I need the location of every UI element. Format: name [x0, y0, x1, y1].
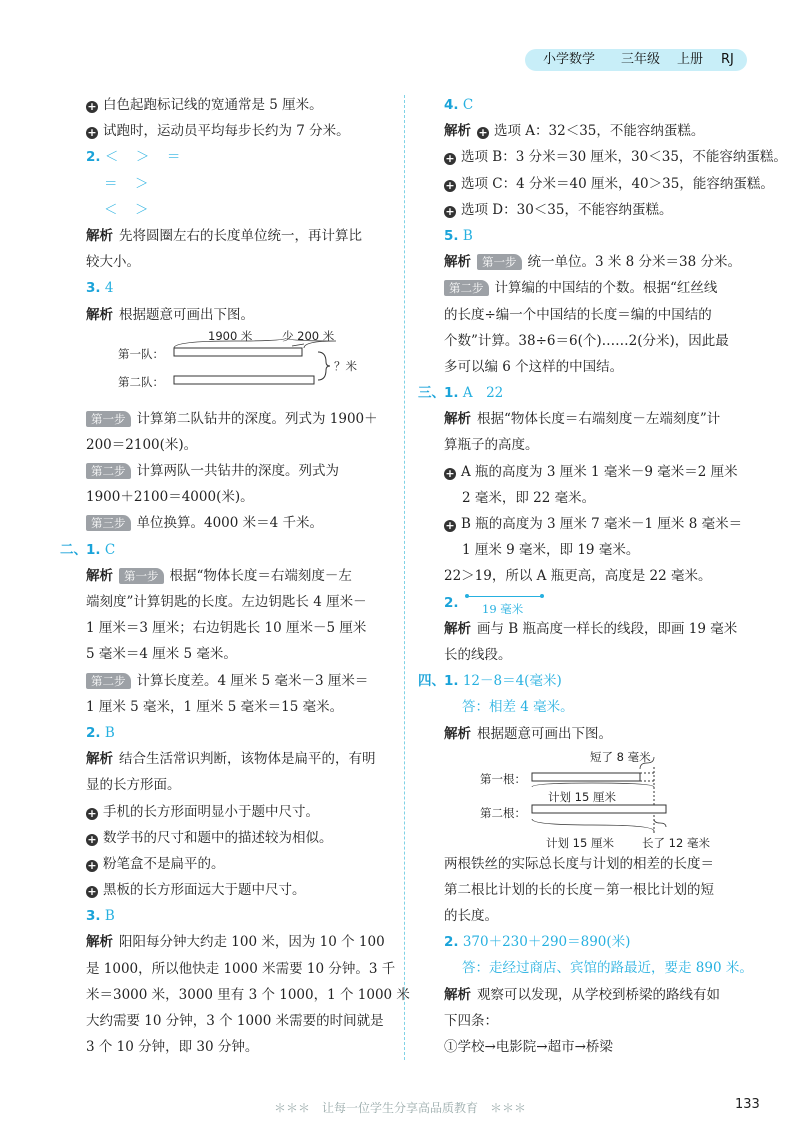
list-item: + 数学书的尺寸和题中的描述较为相似。 — [87, 829, 333, 846]
analysis-line: 解析 根据题意可画出下图。 — [86, 306, 254, 323]
section-label: 四、 — [418, 673, 445, 690]
plus-bullet-icon: + — [445, 466, 455, 480]
analysis-line: 解析 先将圆圈左右的长度单位统一，再计算比 — [86, 227, 362, 244]
less-label: 少 200 米 — [282, 328, 335, 343]
page-number: 133 — [735, 1097, 760, 1112]
section-label: 三、 — [418, 385, 445, 402]
step-line: 第一步 计算第二队钻井的深度。列式为 1900＋ — [86, 406, 390, 432]
analysis-line: 个数”计算。38÷6＝6(个)……2(分米)，因此最 — [444, 332, 729, 349]
analysis-line: 5 毫米＝4 厘米 5 毫米。 — [86, 646, 237, 663]
analysis-line: 显的长方形面。 — [86, 777, 181, 794]
list-item: + B 瓶的高度为 3 厘米 7 毫米－1 厘米 8 毫米＝ — [445, 516, 743, 532]
plus-bullet-icon: + — [445, 152, 455, 166]
analysis-line: 第二根比计划的长的长度－第一根比计划的短 — [444, 881, 714, 898]
s2q1-heading: 二、 1. C — [86, 537, 390, 563]
q2-row2: ＝ ＞ — [104, 175, 151, 192]
analysis-line: 端刻度”计算钥匙的长度。左边钥匙长 4 厘米－ — [86, 594, 367, 610]
analysis-line: 3 个 10 分钟，即 30 分钟。 — [86, 1039, 259, 1056]
analysis-line: 解析 观察可以发现，从学校到桥梁的路线有如 — [444, 986, 720, 1003]
team1-label: 第一队： — [118, 346, 164, 361]
step-line: 第三步 单位换算。4000 米＝4 千米。 — [86, 510, 390, 536]
q5-heading: 5. B — [444, 227, 473, 244]
analysis-line: ①学校→电影院→超市→桥梁 — [444, 1039, 613, 1055]
s3q2-heading: 2. 19 毫米 — [444, 590, 758, 616]
segment-diagram-drill — [86, 328, 390, 406]
analysis-line: 解析 阳阳每分钟大约走 100 米，因为 10 个 100 — [86, 934, 385, 951]
analysis-line: 解析 第一步 统一单位。3 米 8 分米＝38 分米。 — [444, 254, 742, 271]
analysis-line: 解析 结合生活常识判断，该物体是扁平的，有明 — [86, 751, 376, 768]
list-item: + 黑板的长方形面远大于题中尺寸。 — [87, 882, 306, 899]
analysis-line: 大约需要 10 分钟，3 个 1000 米需要的时间就是 — [86, 1013, 384, 1029]
list-item: + A 瓶的高度为 3 厘米 1 毫米－9 毫米＝2 厘米 — [445, 463, 738, 480]
header-badge — [525, 49, 747, 71]
analysis-line: 算瓶子的高度。 — [444, 437, 539, 454]
list-item: + 白色起跑标记线的宽通常是 5 厘米。 — [87, 97, 323, 113]
question-label: ？米 — [334, 358, 357, 373]
plus-bullet-icon: + — [87, 126, 97, 140]
plus-bullet-icon: + — [445, 519, 455, 532]
plus-bullet-icon: + — [87, 832, 97, 846]
analysis-line: 解析 画与 B 瓶高度一样长的线段，即画 19 毫米 — [444, 620, 738, 637]
team2-label: 第二队： — [118, 374, 164, 389]
segment-diagram-wire — [444, 747, 758, 851]
row2-label: 第二根： — [480, 805, 526, 820]
short-label: 短了 8 毫米 — [590, 749, 651, 764]
plus-bullet-icon: + — [478, 126, 488, 140]
s3q1-heading: 三、 1. A 22 — [444, 380, 758, 406]
q4-heading: 4. C — [444, 97, 474, 113]
s2q3-heading: 3. B — [86, 908, 115, 925]
right-column — [418, 92, 787, 1060]
analysis-line: 解析 根据题意可画出下图。 — [444, 725, 612, 742]
left-column — [60, 92, 410, 1060]
step-badge: 第一步 — [86, 411, 131, 427]
analysis-line: 22＞19，所以 A 瓶更高，高度是 22 毫米。 — [444, 568, 712, 585]
analysis-line: 米＝3000 米，3000 里有 3 个 1000，1 个 1000 米 — [86, 986, 410, 1003]
list-item: + 选项 C：4 分米＝40 厘米，40＞35，能容纳蛋糕。 — [445, 175, 774, 192]
answer-line: 答：相差 4 毫米。 — [462, 699, 574, 716]
plus-bullet-icon: + — [445, 204, 455, 218]
long-label: 长了 12 毫米 — [642, 835, 710, 850]
analysis-line: 下四条： — [444, 1012, 498, 1029]
analysis-line: 解析 第一步 根据“物体长度＝右端刻度－左 — [86, 567, 352, 584]
list-item-cont: 2 毫米，即 22 毫米。 — [462, 489, 596, 506]
s2q2-heading: 2. B — [86, 724, 115, 741]
plus-bullet-icon: + — [87, 806, 97, 820]
analysis-line: 长的线段。 — [444, 646, 512, 663]
list-item: + 选项 D：30＜35，不能容纳蛋糕。 — [445, 201, 673, 218]
analysis-line: 较大小。 — [86, 254, 140, 271]
step-badge: 第一步 — [119, 568, 164, 584]
list-item-cont: 1 厘米 9 毫米，即 19 毫米。 — [462, 542, 640, 559]
segment-diagram-wire-lines — [444, 747, 758, 851]
list-item: + 手机的长方形面明显小于题中尺寸。 — [87, 803, 319, 820]
analysis-line: 1 厘米＝3 厘米；右边钥匙长 10 厘米－5 厘米 — [86, 620, 367, 637]
step-line: 第二步 计算编的中国结的个数。根据“红丝线 — [444, 275, 758, 301]
plus-bullet-icon: + — [87, 885, 97, 899]
answer-line: 答：走经过商店、宾馆的路最近，要走 890 米。 — [462, 960, 753, 977]
list-item: + 试跑时，运动员平均每步长约为 7 分米。 — [87, 123, 350, 140]
header-subject: 小学数学 — [543, 52, 596, 67]
analysis-line: 多可以编 6 个这样的中国结。 — [444, 358, 624, 375]
step-badge: 第三步 — [86, 515, 131, 531]
step-badge: 第二步 — [86, 673, 131, 689]
segment-endpoint — [465, 594, 469, 598]
list-item: + 粉笔盒不是扁平的。 — [87, 855, 225, 872]
column-divider — [404, 95, 405, 1060]
plus-bullet-icon: + — [87, 100, 97, 113]
step-line: 1900＋2100＝4000(米)。 — [86, 489, 254, 506]
plus-bullet-icon: + — [87, 858, 97, 872]
plan-label: 计划 15 厘米 — [548, 789, 616, 804]
length-label: 1900 米 — [208, 328, 253, 343]
plus-bullet-icon: + — [445, 178, 455, 192]
header-edition: RJ — [721, 52, 734, 67]
step-badge: 第二步 — [444, 280, 489, 296]
footer-slogan: ＊＊＊ 让每一位学生分享高品质教育 ＊＊＊ — [273, 1101, 526, 1115]
analysis-line: 是 1000，所以他快走 1000 米需要 10 分钟。3 千 — [86, 960, 396, 977]
segment-label: 19 毫米 — [482, 601, 524, 616]
analysis-line: 的长度。 — [444, 908, 498, 925]
step-line: 第二步 计算两队一共钻井的深度。列式为 — [86, 458, 390, 484]
step-badge: 第二步 — [86, 463, 131, 479]
step-line: 200＝2100(米)。 — [86, 436, 198, 453]
list-item: + 选项 B：3 分米＝30 厘米，30＜35，不能容纳蛋糕。 — [445, 149, 787, 166]
header-term: 上册 — [677, 52, 704, 67]
analysis-line: 解析 根据“物体长度＝右端刻度－左端刻度”计 — [444, 411, 721, 428]
section-label: 二、 — [60, 541, 87, 558]
analysis-line: 1 厘米 5 毫米，1 厘米 5 毫米＝15 毫米。 — [86, 698, 344, 715]
analysis-line: 两根铁丝的实际总长度与计划的相差的长度＝ — [444, 855, 714, 872]
q3-heading: 3. 4 — [86, 280, 114, 297]
q2-row3: ＜ ＞ — [104, 201, 151, 218]
step-badge: 第一步 — [477, 254, 522, 270]
s4q1-heading: 四、 1. 12－8＝4(毫米) — [444, 668, 758, 694]
header-grade: 三年级 — [621, 52, 661, 67]
analysis-line: 解析 + 选项 A：32＜35，不能容纳蛋糕。 — [444, 123, 705, 140]
plan-label-2: 计划 15 厘米 — [546, 835, 614, 850]
segment-endpoint — [540, 594, 544, 598]
analysis-line: 的长度÷编一个中国结的长度＝编的中国结的 — [444, 306, 712, 323]
q2-row1: 2. ＜ ＞ ＝ — [86, 149, 183, 166]
step-line: 第二步 计算长度差。4 厘米 5 毫米－3 厘米＝ — [86, 668, 390, 694]
s4q2-heading: 2. 370＋230＋290＝890(米) — [444, 934, 631, 951]
row1-label: 第一根： — [480, 771, 526, 786]
